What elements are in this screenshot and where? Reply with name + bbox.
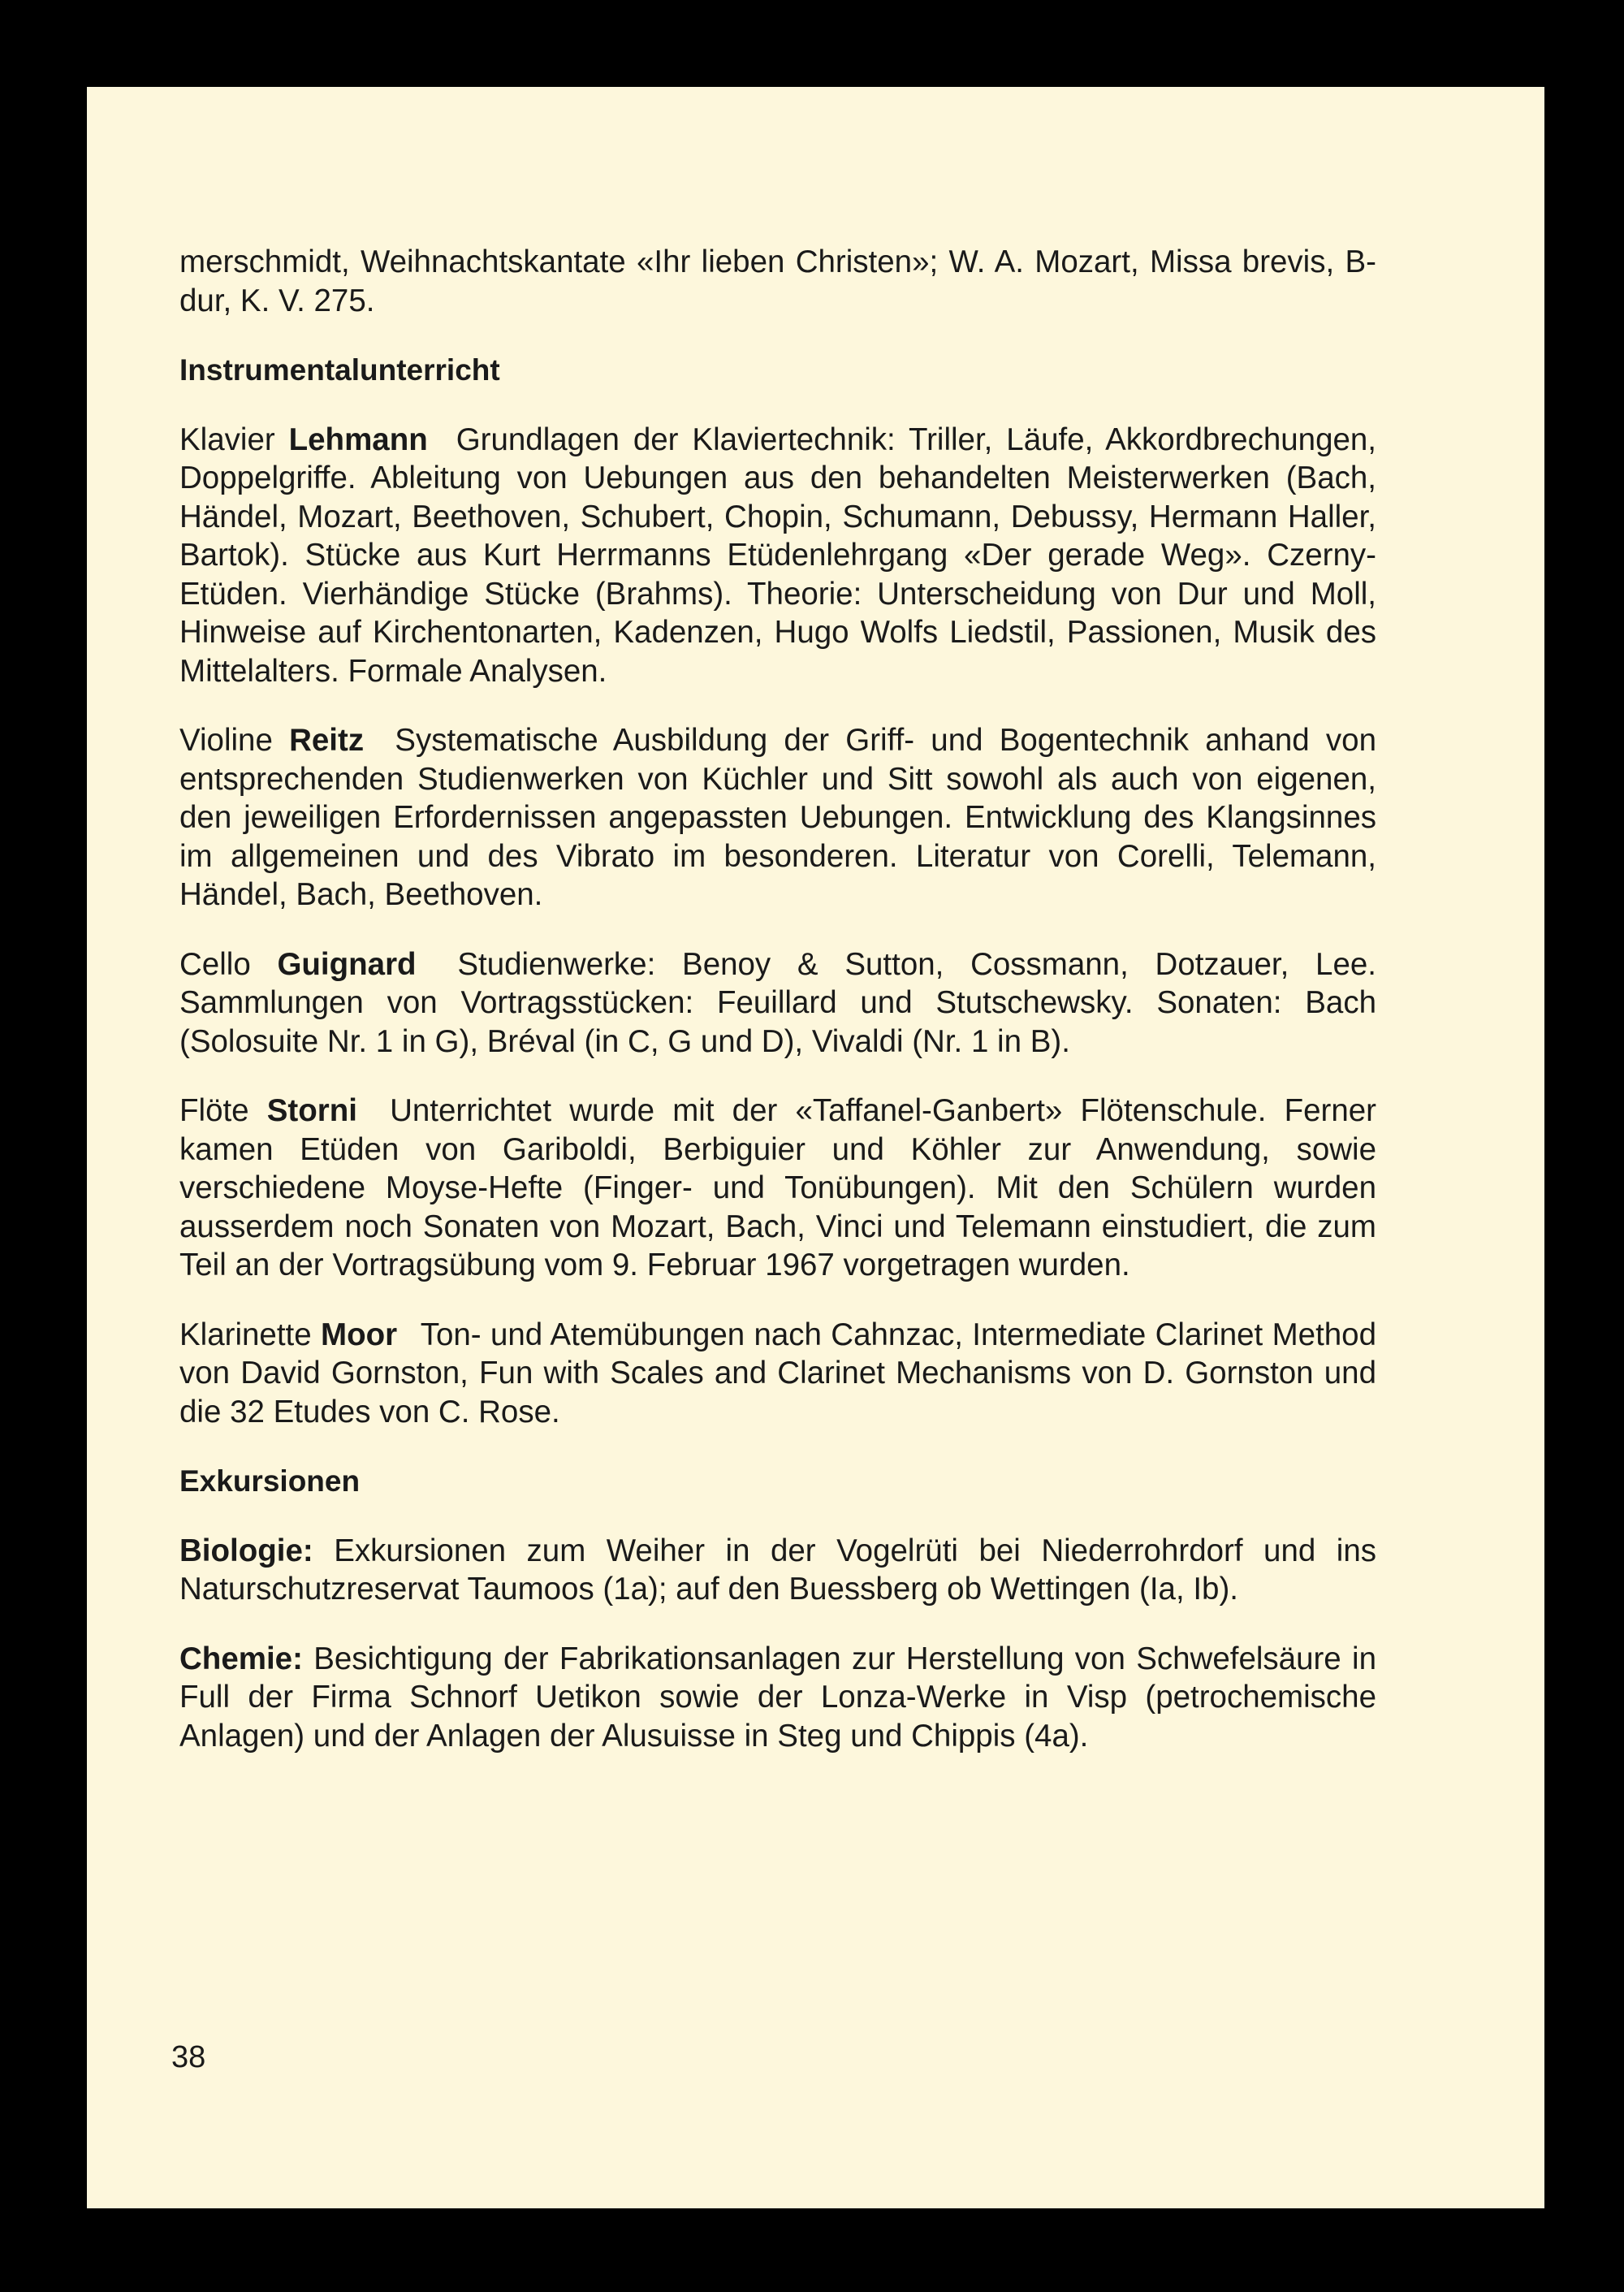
instrument-label: Klarinette <box>179 1317 312 1352</box>
entry-text: Unterrichtet wurde mit der «Taffanel-Ganbert» Flötenschule. Ferner kamen Etüden von Gariboldi, Berbiguier und Köhler zur Anwendung, sowie verschiedene Moyse-Hefte (Finger- und Tonübungen). Mit den Schülern wurden ausserdem noch Sonaten von Mozart, Bach, Vinci und Telemann einstudiert, die zum Teil an der Vortragsübung vom 9. Februar 1967 vorgetragen wurden. <box>179 1093 1376 1282</box>
entry-klarinette <box>179 1316 1376 1432</box>
entry-text: Exkursionen zum Weiher in der Vogelrüti bei Niederrohrdorf und ins Naturschutzreservat Taumoos (1a); auf den Buessberg ob Wettingen (Ia, Ib). <box>179 1533 1376 1607</box>
teacher-name: Moor <box>321 1317 398 1352</box>
instrument-label: Violine <box>179 723 273 758</box>
section-heading-instrumental: Instrumentalunterricht <box>179 353 500 387</box>
intro-paragraph: merschmidt, Weihnachtskantate «Ihr lieben Christen»; W. A. Mozart, Missa brevis, B-dur, K. V. 275. <box>179 244 1376 318</box>
entry-text: Systematische Ausbildung der Griff- und Bogentechnik anhand von entsprechenden Studienwerken von Küchler und Sitt sowohl als auch von eigenen, den jeweiligen Erfordernissen angepassten Uebungen. Entwicklung des Klangsinnes im allgemeinen und des Vibrato im besonderen. Literatur von Corelli, Telemann, Händel, Bach, Beethoven. <box>179 723 1376 912</box>
entry-text: Ton- und Atemübungen nach Cahnzac, Intermediate Clarinet Method von David Gornston, Fun with Scales and Clarinet Mechanisms von D. Gornston und die 32 Etudes von C. Rose. <box>179 1317 1376 1429</box>
teacher-name: Reitz <box>289 723 365 758</box>
subject-label: Chemie: <box>179 1641 303 1676</box>
teacher-name: Storni <box>266 1093 357 1128</box>
entry-text: Studienwerke: Benoy & Sutton, Cossmann, Dotzauer, Lee. Sammlungen von Vortragsstücken: Feuillard und Stutschewsky. Sonaten: Bach (Solosuite Nr. 1 in G), Bréval (in C, G und D), Vivaldi (Nr. 1 in B). <box>179 946 1376 1059</box>
entry-floete <box>179 1092 1376 1285</box>
entry-text: Grundlagen der Klaviertechnik: Triller, Läufe, Akkordbrechungen, Doppelgriffe. Ableitung von Uebungen aus den behandelten Meisterwerken (Bach, Händel, Mozart, Beethoven, Schubert, Chopin, Schumann, Debussy, Hermann Haller, Bartok). Stücke aus Kurt Herrmanns Etüdenlehrgang «Der gerade Weg». Czerny-Etüden. Vierhändige Stücke (Brahms). Theorie: Unterscheidung von Dur und Moll, Hinweise auf Kirchentonarten, Kadenzen, Hugo Wolfs Liedstil, Passionen, Musik des Mittelalters. Formale Analysen. <box>179 422 1377 689</box>
instrument-label: Flöte <box>179 1093 249 1128</box>
teacher-name: Guignard <box>277 946 417 982</box>
entry-klavier <box>179 421 1376 691</box>
subject-label: Biologie: <box>179 1533 313 1568</box>
entry-cello <box>179 945 1376 1062</box>
instrument-label: Cello <box>179 946 251 982</box>
entry-biologie <box>179 1532 1376 1609</box>
entry-text: Besichtigung der Fabrikationsanlagen zur Herstellung von Schwefelsäure in Full der Firma Schnorf Uetikon sowie der Lonza-Werke in Visp (petrochemische Anlagen) und der Anlagen der Alusuisse in Steg und Chippis (4a). <box>179 1641 1376 1754</box>
page-number: 38 <box>171 2040 206 2074</box>
section-heading-excursions: Exkursionen <box>179 1464 361 1498</box>
entry-chemie <box>179 1640 1376 1756</box>
instrument-label: Klavier <box>179 422 275 457</box>
page-content <box>179 243 1376 1786</box>
entry-violine <box>179 721 1376 915</box>
teacher-name: Lehmann <box>288 422 428 457</box>
document-page <box>87 87 1544 2208</box>
